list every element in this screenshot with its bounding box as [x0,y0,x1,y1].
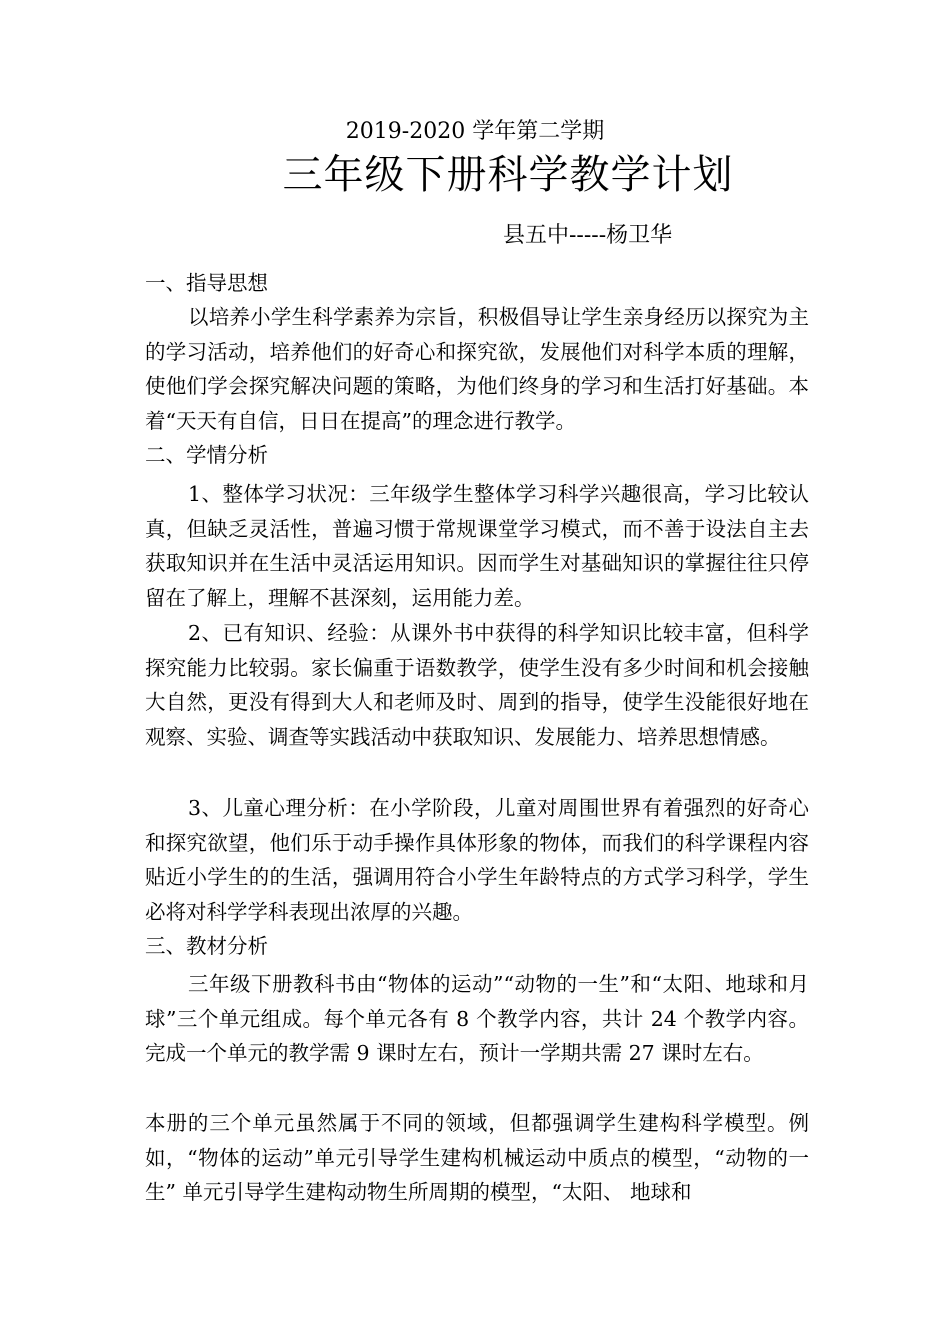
materials-paragraph-1: 三年级下册教科书由“物体的运动”“动物的一生”和“太阳、地球和月球”三个单元组成。每个单元各有 8 个教学内容，共计 24 个教学内容。完成一个单元的教学需 9 课时左右，预计一学期共需 27 课时左右。 [145,972,809,1065]
materials-paragraph-2: 本册的三个单元虽然属于不同的领域，但都强调学生建构科学模型。例如，“物体的运动”单元引导学生建构机械运动中质点的模型，“动物的一生” 单元引导学生建构动物生所周期的模型，“太阳、 地球和 [145,1111,809,1204]
term-subtitle: 2019-2020 学年第二学期 [345,119,605,144]
guiding-paragraph: 以培养小学生科学素养为宗旨，积极倡导让学生亲身经历以探究为主的学习活动，培养他们的好奇心和探究欲，发展他们对科学本质的理解，使他们学会探究解决问题的策略，为他们终身的学习和生活打好基础。本着“天天有自信，日日在提高”的理念进行教学。 [145,305,809,433]
author-line: 县五中-----杨卫华 [503,223,673,248]
section-heading-materials: 三、教材分析 [145,934,268,958]
section-heading-guiding: 一、指导思想 [145,271,268,295]
section-heading-analysis: 二、学情分析 [145,443,268,467]
analysis-paragraph-3: 3、儿童心理分析：在小学阶段，儿童对周围世界有着强烈的好奇心和探究欲望，他们乐于动手操作具体形象的物体，而我们的科学课程内容贴近小学生的的生活，强调用符合小学生年龄特点的方式学习科学，学生必将对科学学科表现出浓厚的兴趣。 [145,796,809,924]
analysis-paragraph-1: 1、整体学习状况：三年级学生整体学习科学兴趣很高，学习比较认真，但缺乏灵活性，普遍习惯于常规课堂学习模式，而不善于设法自主去获取知识并在生活中灵活运用知识。因而学生对基础知识的掌握往往只停留在了解上，理解不甚深刻，运用能力差。 [145,482,809,610]
document-title: 三年级下册科学教学计划 [282,152,734,198]
analysis-paragraph-2: 2、已有知识、经验：从课外书中获得的科学知识比较丰富，但科学探究能力比较弱。家长偏重于语数教学，使学生没有多少时间和机会接触大自然，更没有得到大人和老师及时、周到的指导，使学生没能很好地在观察、实验、调查等实践活动中获取知识、发展能力、培养思想情感。 [145,621,809,749]
